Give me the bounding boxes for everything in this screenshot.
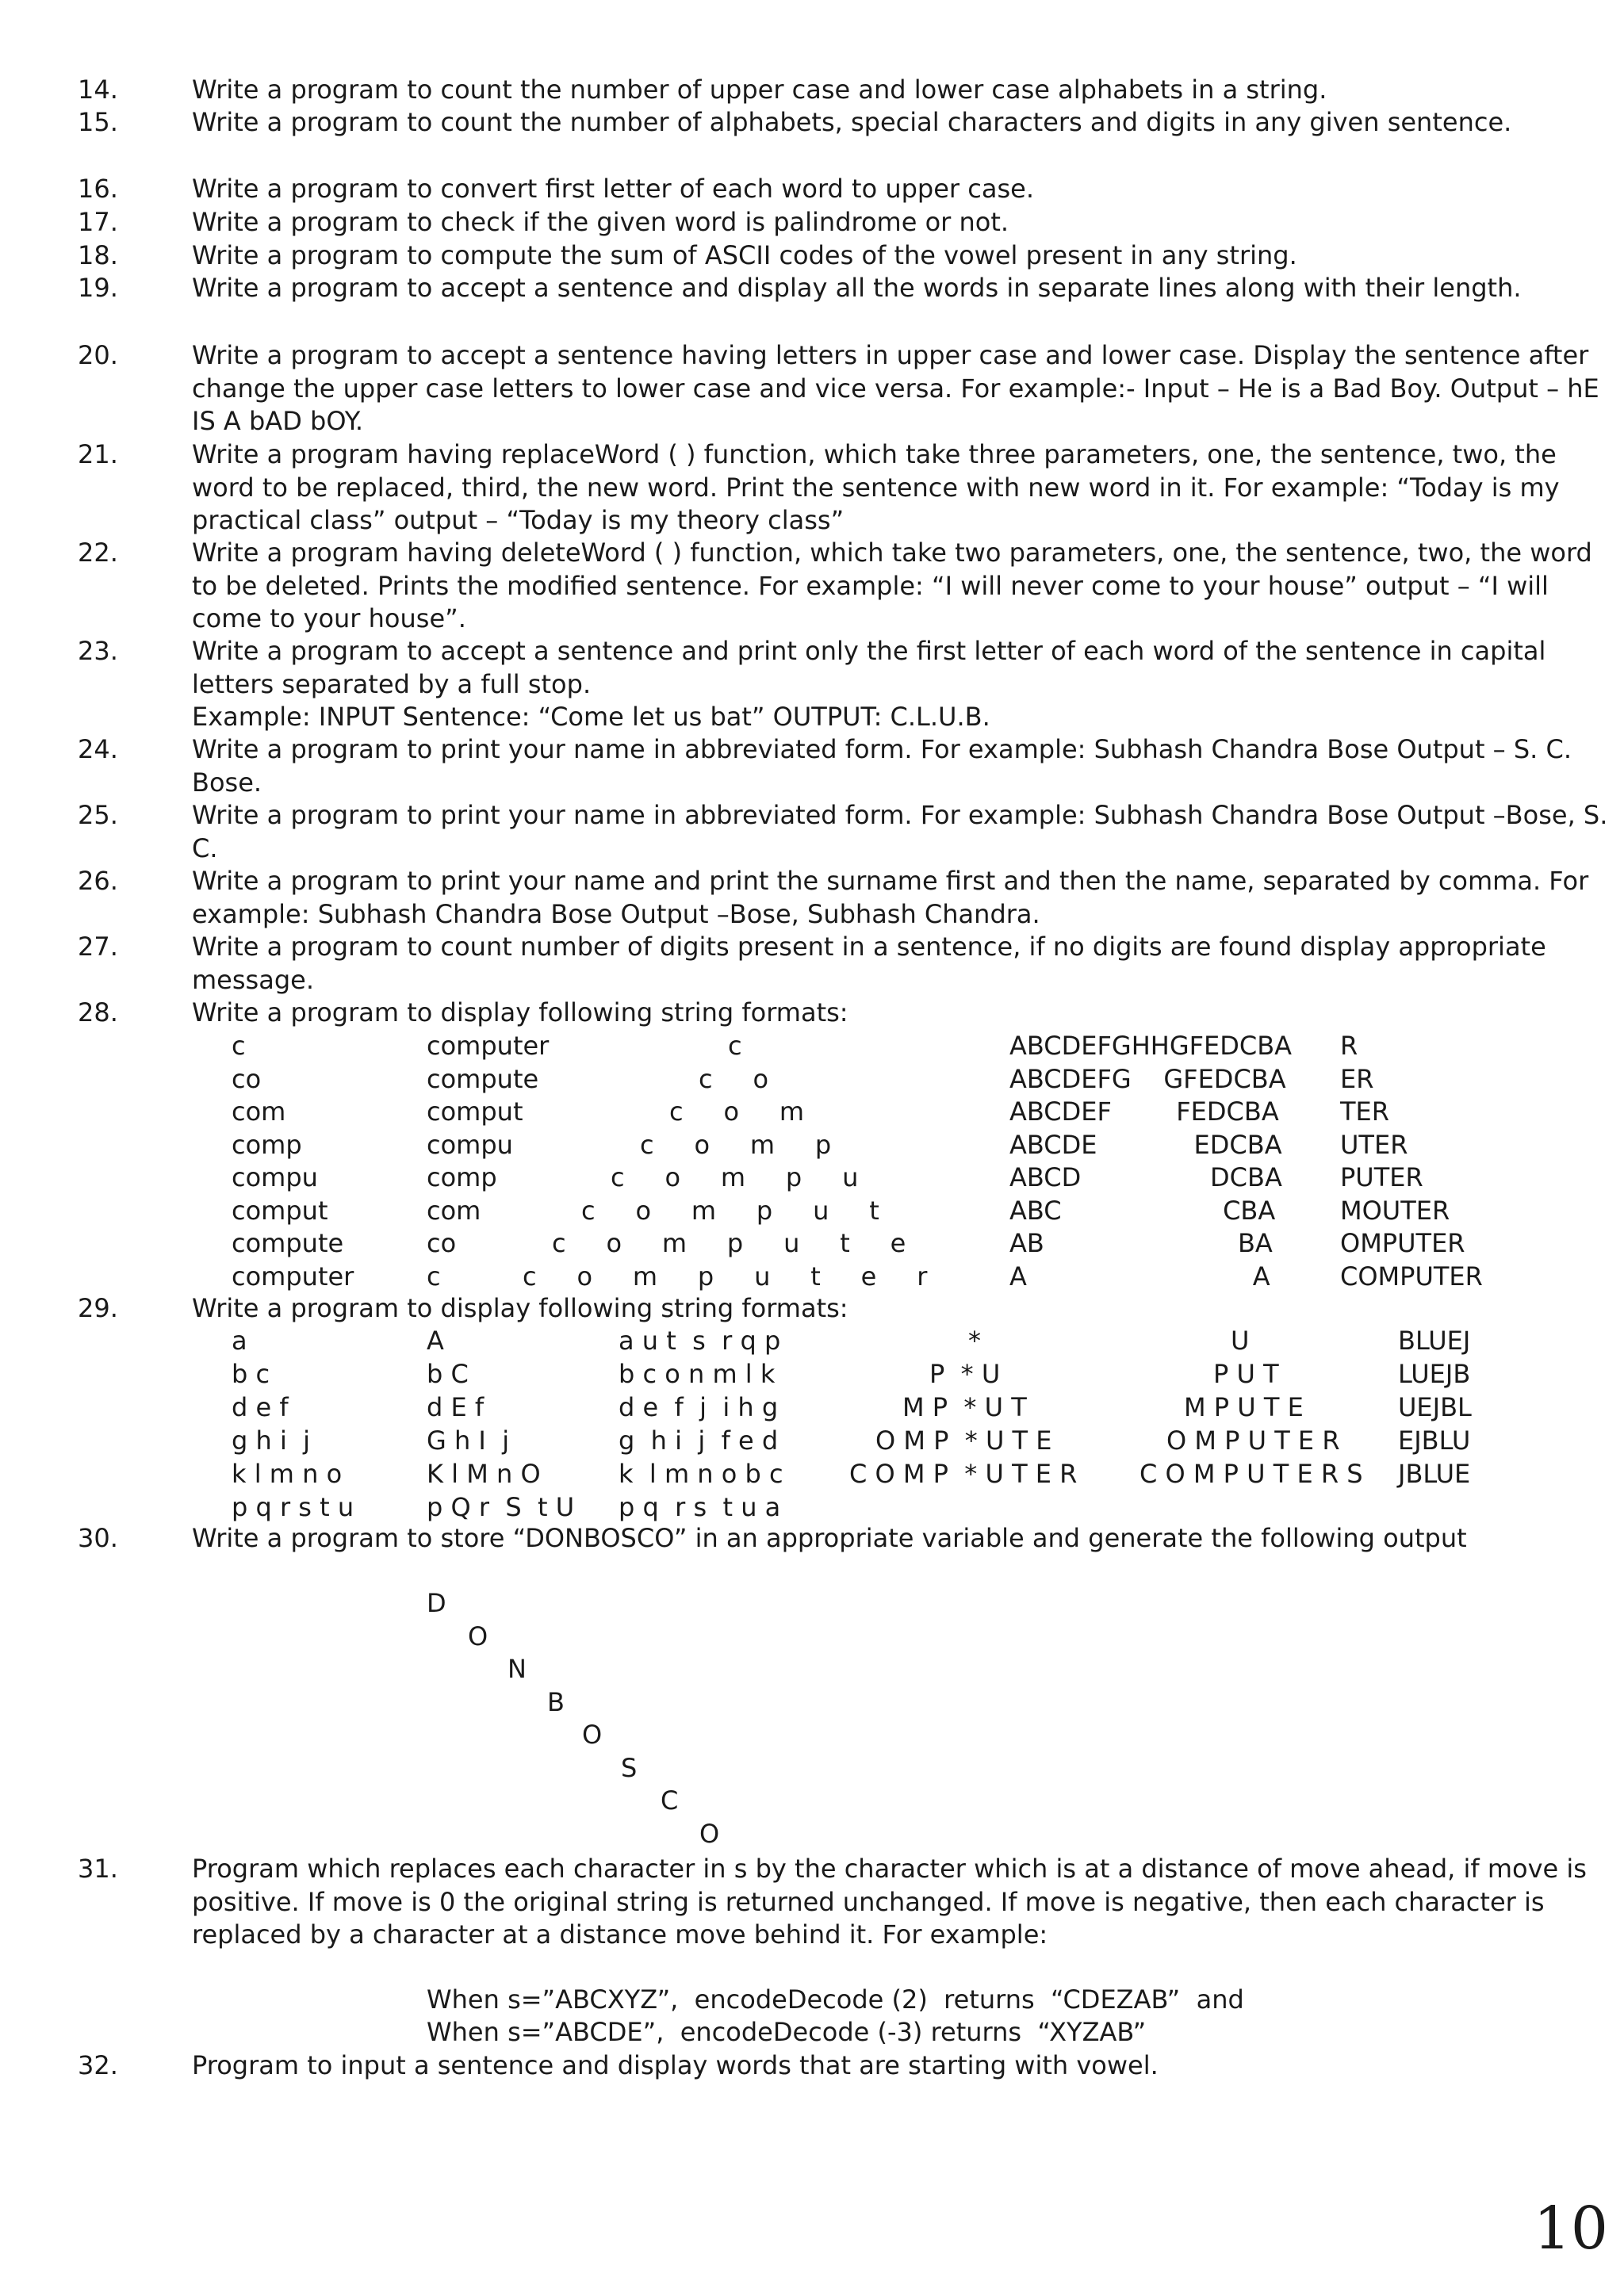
q28-col5-row-3: TER: [1340, 1096, 1389, 1127]
question-text: Program which replaces each character in s by the character which is at a distance of move ahead, if move is positive. If move is 0 the original string is returned unchanged. If move is negative, then each character is replaced by a character at a distance move behind it. For example:: [192, 1854, 1587, 1950]
question-32: [78, 2049, 1615, 2083]
question-14: [78, 74, 1615, 107]
q28-col2-row-8: c: [427, 1261, 441, 1292]
question-text: Write a program to display following string formats:: [192, 1293, 848, 1323]
q29-col1-row-5: k l m n o: [232, 1459, 343, 1489]
q30-letter-8: O: [699, 1818, 720, 1849]
question-number: 16.: [78, 174, 118, 204]
q28-col4-row-8: A A: [1009, 1261, 1270, 1292]
question-text: Write a program to accept a sentence and display all the words in separate lines along with their length.: [192, 273, 1522, 303]
q28-col3-row-6: c o m p u t: [581, 1195, 879, 1226]
q28-col5-row-5: PUTER: [1340, 1162, 1423, 1192]
q29-col2-row-3: d E f: [427, 1392, 485, 1422]
q28-col5-row-1: R: [1340, 1031, 1358, 1061]
q28-col5-row-6: MOUTER: [1340, 1195, 1450, 1226]
q30-letter-3: N: [508, 1654, 527, 1684]
q29-col6-row-2: LUEJB: [1398, 1359, 1471, 1389]
question-text: Write a program having deleteWord ( ) function, which take two parameters, one, the sentence, two, the word to be deleted. Prints the modified sentence. For example: “I will never come to your house” output – “I will come to your house”.: [192, 538, 1592, 633]
q28-col5-row-8: COMPUTER: [1340, 1261, 1483, 1292]
q28-col1-row-8: computer: [232, 1261, 354, 1292]
q28-col1-row-3: com: [232, 1096, 286, 1127]
q29-col6-row-5: JBLUE: [1398, 1459, 1471, 1489]
question-number: 24.: [78, 734, 118, 764]
q28-col5-row-4: UTER: [1340, 1129, 1408, 1160]
q29-col2-row-5: K l M n O: [427, 1459, 541, 1489]
q29-col6-row-3: UEJBL: [1398, 1392, 1472, 1422]
q28-col3-row-5: c o m p u: [611, 1162, 859, 1192]
question-17: [78, 206, 1615, 239]
q28-col3-row-3: c o m: [669, 1096, 805, 1127]
q28-col4-row-4: ABCDE EDCBA: [1009, 1129, 1282, 1160]
q28-col1-row-5: compu: [232, 1162, 318, 1192]
q28-col2-row-4: compu: [427, 1129, 513, 1160]
question-16: [78, 173, 1615, 206]
q29-col3-row-3: d e f j i h g: [619, 1392, 779, 1422]
question-text: Write a program to count number of digits present in a sentence, if no digits are found display appropriate message.: [192, 932, 1546, 995]
q30-letter-4: B: [547, 1686, 565, 1717]
question-text: Write a program to compute the sum of ASCII codes of the vowel present in any string.: [192, 240, 1297, 270]
question-text: Write a program to count the number of upper case and lower case alphabets in a string.: [192, 75, 1327, 105]
question-number: 14.: [78, 75, 118, 105]
q29-col5-row-4: O M P U T E R: [1166, 1425, 1340, 1456]
question-number: 26.: [78, 866, 118, 896]
q28-col3-row-8: c o m p u t e r: [523, 1261, 928, 1292]
q29-col1-row-6: p q r s t u: [232, 1492, 354, 1522]
q29-col4-row-2: P * U: [929, 1359, 1001, 1389]
question-text: Write a program to accept a sentence and print only the first letter of each word of the sentence in capital letters separated by a full stop. Example: INPUT Sentence: “Come let us bat” OUTPUT: C.L.U.B.: [192, 636, 1546, 732]
question-text: Write a program to print your name and print the surname first and then the name, separated by comma. For example: Subhash Chandra Bose Output –Bose, Subhash Chandra.: [192, 866, 1589, 929]
q31-example-2: When s=”ABCDE”, encodeDecode (-3) returns “XYZAB”: [427, 2017, 1147, 2047]
q31-example-1: When s=”ABCXYZ”, encodeDecode (2) returns “CDEZAB” and: [427, 1984, 1244, 2015]
question-25: [78, 799, 1615, 865]
q29-col4-row-5: C O M P * U T E R: [849, 1459, 1078, 1489]
q29-col2-row-1: A: [427, 1326, 444, 1356]
q28-col1-row-2: co: [232, 1063, 262, 1094]
q28-col2-row-1: computer: [427, 1031, 550, 1061]
question-23: [78, 635, 1615, 734]
q29-col5-row-2: P U T: [1213, 1359, 1279, 1389]
question-number: 22.: [78, 538, 118, 568]
q29-col1-row-1: a: [232, 1326, 247, 1356]
q29-col3-row-5: k l m n o b c: [619, 1459, 783, 1489]
q28-col4-row-7: AB BA: [1009, 1228, 1273, 1258]
question-text: Program to input a sentence and display words that are starting with vowel.: [192, 2050, 1159, 2080]
question-28: [78, 997, 1615, 1030]
q29-col3-row-2: b c o n m l k: [619, 1359, 776, 1389]
q30-letter-7: C: [661, 1785, 679, 1816]
q28-col2-row-5: comp: [427, 1162, 497, 1192]
question-number: 27.: [78, 932, 118, 962]
question-26: [78, 865, 1615, 931]
question-number: 25.: [78, 800, 118, 830]
question-number: 32.: [78, 2050, 118, 2080]
q29-col3-row-4: g h i j f e d: [619, 1425, 779, 1456]
q29-col1-row-3: d e f: [232, 1392, 289, 1422]
question-number: 18.: [78, 240, 118, 270]
q28-col2-row-3: comput: [427, 1096, 523, 1127]
question-31: [78, 1853, 1615, 1952]
question-text: Write a program to print your name in abbreviated form. For example: Subhash Chandra Bose Output –Bose, S. C.: [192, 800, 1608, 863]
question-number: 20.: [78, 340, 118, 370]
q28-col3-row-2: c o: [699, 1063, 769, 1094]
question-29: [78, 1292, 1615, 1326]
q28-col4-row-2: ABCDEFG GFEDCBA: [1009, 1063, 1286, 1094]
question-number: 21.: [78, 439, 118, 469]
q29-col5-row-1: U: [1231, 1326, 1250, 1356]
q28-col3-row-4: c o m p: [640, 1129, 832, 1160]
question-number: 31.: [78, 1854, 118, 1884]
q29-col3-row-1: a u t s r q p: [619, 1326, 781, 1356]
question-30: [78, 1522, 1615, 1556]
q28-col3-row-7: c o m p u t e: [552, 1228, 906, 1258]
question-24: [78, 733, 1615, 799]
question-text: Write a program to convert first letter of each word to upper case.: [192, 174, 1034, 204]
question-text: Write a program having replaceWord ( ) function, which take three parameters, one, the sentence, two, the word to be replaced, third, the new word. Print the sentence with new word in it. For example: “Today is my practical class” output – “Today is my theory class”: [192, 439, 1560, 535]
q29-col1-row-2: b c: [232, 1359, 270, 1389]
q29-col4-row-4: O M P * U T E: [875, 1425, 1052, 1456]
q30-letter-5: O: [582, 1720, 603, 1750]
q28-col5-row-7: OMPUTER: [1340, 1228, 1465, 1258]
q29-col6-row-1: BLUEJ: [1398, 1326, 1471, 1356]
question-20: [78, 339, 1615, 438]
q29-col2-row-4: G h I j: [427, 1425, 510, 1456]
question-text: Write a program to print your name in abbreviated form. For example: Subhash Chandra Bose Output – S. C. Bose.: [192, 734, 1572, 798]
q28-col1-row-4: comp: [232, 1129, 302, 1160]
q29-col5-row-3: M P U T E: [1184, 1392, 1304, 1422]
q28-col4-row-6: ABC CBA: [1009, 1195, 1276, 1226]
question-number: 23.: [78, 636, 118, 666]
question-19: [78, 272, 1615, 305]
q28-col2-row-6: com: [427, 1195, 481, 1226]
page-number: 10: [1533, 2195, 1608, 2263]
question-number: 28.: [78, 997, 118, 1027]
q28-col2-row-2: compute: [427, 1063, 539, 1094]
question-number: 29.: [78, 1293, 118, 1323]
q28-col4-row-1: ABCDEFGHHGFEDCBA: [1009, 1031, 1293, 1061]
q30-letter-6: S: [621, 1752, 638, 1783]
q29-col5-row-5: C O M P U T E R S: [1139, 1459, 1363, 1489]
question-text: Write a program to display following string formats:: [192, 997, 848, 1027]
q28-col1-row-6: comput: [232, 1195, 328, 1226]
q29-col3-row-6: p q r s t u a: [619, 1492, 781, 1522]
question-number: 30.: [78, 1523, 118, 1553]
q28-col1-row-7: compute: [232, 1228, 344, 1258]
question-text: Write a program to accept a sentence having letters in upper case and lower case. Display the sentence after change the upper case letters to lower case and vice versa. For example:- Input – He is a Bad Boy. Output – hE IS A bAD bOY.: [192, 340, 1599, 436]
q30-letter-2: O: [468, 1621, 488, 1651]
question-18: [78, 239, 1615, 273]
q29-col2-row-6: p Q r S t U: [427, 1492, 575, 1522]
question-27: [78, 931, 1615, 997]
q28-col2-row-7: co: [427, 1228, 457, 1258]
q29-col4-row-1: *: [968, 1326, 981, 1356]
question-number: 17.: [78, 207, 118, 237]
q28-col3-row-1: c: [728, 1031, 742, 1061]
q28-col4-row-3: ABCDEF FEDCBA: [1009, 1096, 1279, 1127]
question-text: Write a program to check if the given word is palindrome or not.: [192, 207, 1009, 237]
question-number: 19.: [78, 273, 118, 303]
question-15: [78, 106, 1615, 140]
q28-col5-row-2: ER: [1340, 1063, 1374, 1094]
q28-col4-row-5: ABCD DCBA: [1009, 1162, 1282, 1192]
question-22: [78, 537, 1615, 636]
q30-letter-1: D: [427, 1588, 446, 1618]
q29-col2-row-2: b C: [427, 1359, 469, 1389]
q29-col4-row-3: M P * U T: [902, 1392, 1027, 1422]
question-text: Write a program to store “DONBOSCO” in an appropriate variable and generate the following output: [192, 1523, 1467, 1553]
question-text: Write a program to count the number of alphabets, special characters and digits in any given sentence.: [192, 107, 1512, 137]
question-number: 15.: [78, 107, 118, 137]
q29-col6-row-4: EJBLU: [1398, 1425, 1471, 1456]
q29-col1-row-4: g h i j: [232, 1425, 311, 1456]
q28-col1-row-1: c: [232, 1031, 246, 1061]
question-21: [78, 438, 1615, 538]
